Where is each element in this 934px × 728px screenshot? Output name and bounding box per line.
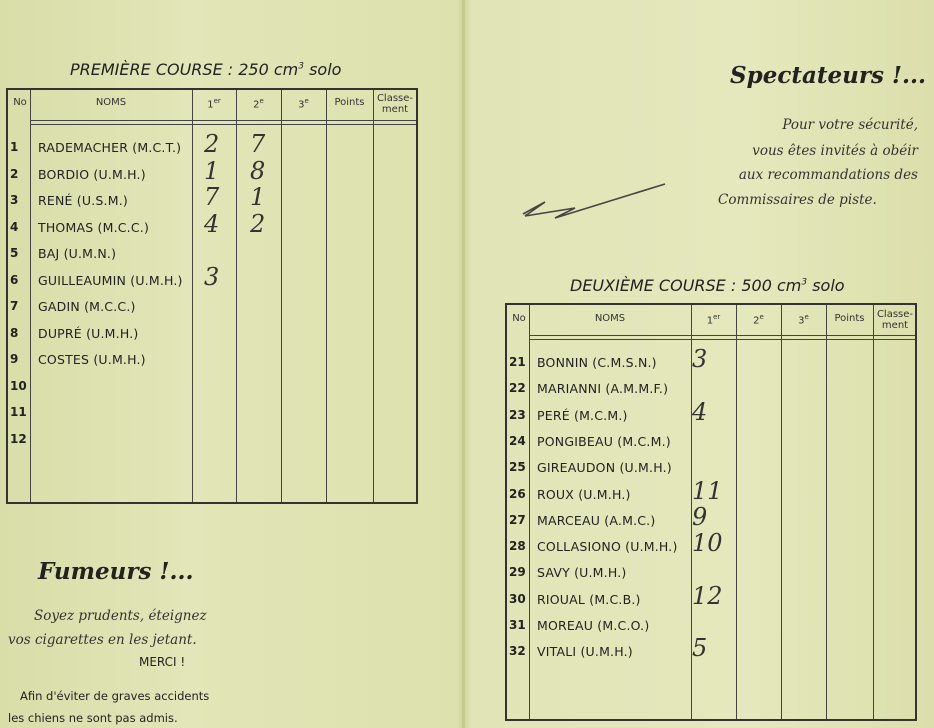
- race2-rider-name: MOREAU (M.C.O.): [537, 618, 650, 633]
- race2-rider-name: PONGIBEAU (M.C.M.): [537, 433, 671, 449]
- race2-rider-name: BONNIN (C.M.S.N.): [537, 355, 657, 370]
- race1-row-number: 2: [10, 166, 19, 181]
- race1-handwritten-first: 1: [204, 156, 220, 185]
- race1-handwritten-first: 4: [204, 209, 220, 238]
- pencil-scribble: [515, 178, 675, 228]
- race1-title-sup: 3: [298, 61, 304, 72]
- race2-handwritten-first: 3: [692, 345, 708, 373]
- fumeurs-merci: MERCI !: [139, 655, 186, 669]
- race2-rider-name: GIREAUDON (U.M.H.): [537, 460, 672, 476]
- race2-row-number: 27: [509, 512, 526, 527]
- race2-title-suffix: solo: [812, 276, 845, 295]
- race2-rider-name: MARIANNI (A.M.M.F.): [537, 381, 669, 397]
- race2-handwritten-first: 5: [692, 634, 708, 663]
- race2-row-number: 21: [509, 355, 526, 369]
- race1-handwritten-second: 2: [250, 209, 266, 238]
- race2-rider-name: VITALI (U.M.H.): [537, 644, 633, 660]
- spectateurs-heading: Spectateurs !...: [730, 62, 927, 89]
- race1-rider-name: GADIN (M.C.C.): [38, 299, 136, 314]
- race1-row-number: 5: [10, 246, 19, 260]
- race1-handwritten-second: 8: [250, 156, 266, 185]
- spectateurs-line-4: Commissaires de piste.: [718, 192, 877, 208]
- race1-rider-name: BORDIO (U.M.H.): [38, 166, 146, 182]
- race2-row-number: 30: [509, 591, 526, 606]
- race1-handwritten-second: 7: [250, 130, 266, 158]
- race1-header-1er: 1er: [207, 97, 221, 111]
- race2-row-number: 25: [509, 460, 526, 475]
- race2-rider-name: ROUX (U.M.H.): [537, 486, 631, 502]
- race1-rider-name: COSTES (U.M.H.): [38, 352, 146, 367]
- spectateurs-line-3: aux recommandations des: [738, 167, 918, 183]
- race2-rider-name: RIOUAL (M.C.B.): [537, 591, 641, 607]
- race2-rider-name: MARCEAU (A.M.C.): [537, 512, 656, 528]
- race2-title-text: DEUXIÈME COURSE : 500 cm: [570, 276, 802, 295]
- race2-row-number: 26: [509, 486, 526, 501]
- race1-handwritten-second: 1: [250, 183, 266, 211]
- race2-rider-name: SAVY (U.M.H.): [537, 565, 627, 581]
- race1-title: [70, 60, 341, 79]
- race1-row-number: 4: [10, 219, 19, 234]
- spectateurs-line-2: vous êtes invités à obéir: [752, 143, 918, 159]
- race2-header-noms: NOMS: [594, 313, 626, 324]
- race2-row-number: 29: [509, 565, 526, 580]
- dogs-notice-line-1: Afin d'éviter de graves accidents: [20, 689, 210, 703]
- race2-handwritten-first: 12: [692, 581, 723, 610]
- race2-header-no: No: [512, 313, 526, 324]
- race2-header-3e: 3e: [798, 313, 809, 327]
- race1-row-number: 7: [10, 299, 19, 313]
- race1-rider-name: THOMAS (M.C.C.): [38, 219, 150, 235]
- race1-header-3e: 3e: [298, 97, 309, 111]
- race1-header-no: No: [13, 97, 27, 108]
- race2-rider-name: PERÉ (M.C.M.): [537, 407, 628, 423]
- race1-row-number: 6: [10, 272, 19, 287]
- race2-header-points: Points: [834, 313, 865, 324]
- race2-row-number: 31: [509, 618, 526, 632]
- race1-handwritten-first: 7: [204, 183, 220, 211]
- race2-row-number: 22: [509, 381, 526, 396]
- race1-row-number: 10: [10, 378, 27, 393]
- race1-row-number: 8: [10, 325, 19, 340]
- race2-header-1er: 1er: [706, 313, 721, 327]
- race2-row-number: 32: [509, 644, 526, 659]
- race1-header-2e: 2e: [253, 97, 264, 111]
- race2-header-2e: 2e: [753, 313, 764, 327]
- race1-title-text: PREMIÈRE COURSE : 250 cm: [70, 60, 299, 79]
- race2-handwritten-first: 4: [692, 397, 708, 426]
- race1-title-suffix: solo: [309, 60, 342, 79]
- race2-rider-name: COLLASIONO (U.M.H.): [537, 539, 678, 555]
- race1-header-classement: Classe- ment: [376, 93, 414, 115]
- race2-row-number: 24: [509, 433, 526, 448]
- center-fold: [462, 0, 465, 728]
- race2-handwritten-first: 11: [692, 476, 723, 505]
- fumeurs-heading: Fumeurs !...: [38, 558, 194, 585]
- fumeurs-line-1: Soyez prudents, éteignez: [34, 608, 207, 624]
- race1-row-number: 3: [10, 193, 19, 207]
- race2-title: [570, 276, 845, 295]
- race1-rider-name: BAJ (U.M.N.): [38, 246, 117, 261]
- race1-row-number: 1: [10, 140, 19, 154]
- spectateurs-line-1: Pour votre sécurité,: [782, 117, 918, 133]
- race1-rider-name: RENÉ (U.S.M.): [38, 193, 128, 208]
- race1-header-points: Points: [334, 97, 365, 108]
- fumeurs-line-2: vos cigarettes en les jetant.: [8, 632, 197, 648]
- race2-row-number: 23: [509, 407, 526, 422]
- race1-rider-name: DUPRÉ (U.M.H.): [38, 325, 139, 341]
- race2-title-sup: 3: [801, 277, 808, 288]
- race1-row-number: 9: [10, 352, 19, 366]
- dogs-notice-line-2: les chiens ne sont pas admis.: [8, 711, 178, 725]
- race1-rider-name: GUILLEAUMIN (U.M.H.): [38, 272, 183, 288]
- race1-row-number: 11: [10, 405, 27, 419]
- race1-rider-name: RADEMACHER (M.C.T.): [38, 140, 182, 155]
- race2-handwritten-first: 9: [692, 502, 708, 531]
- race2-header-classement: Classe- ment: [876, 309, 914, 331]
- race2-row-number: 28: [509, 539, 526, 554]
- race1-header-noms: NOMS: [95, 97, 127, 108]
- race1-handwritten-first: 2: [204, 130, 220, 158]
- race2-handwritten-first: 10: [692, 529, 723, 558]
- race1-handwritten-first: 3: [204, 262, 220, 291]
- race1-row-number: 12: [10, 431, 27, 446]
